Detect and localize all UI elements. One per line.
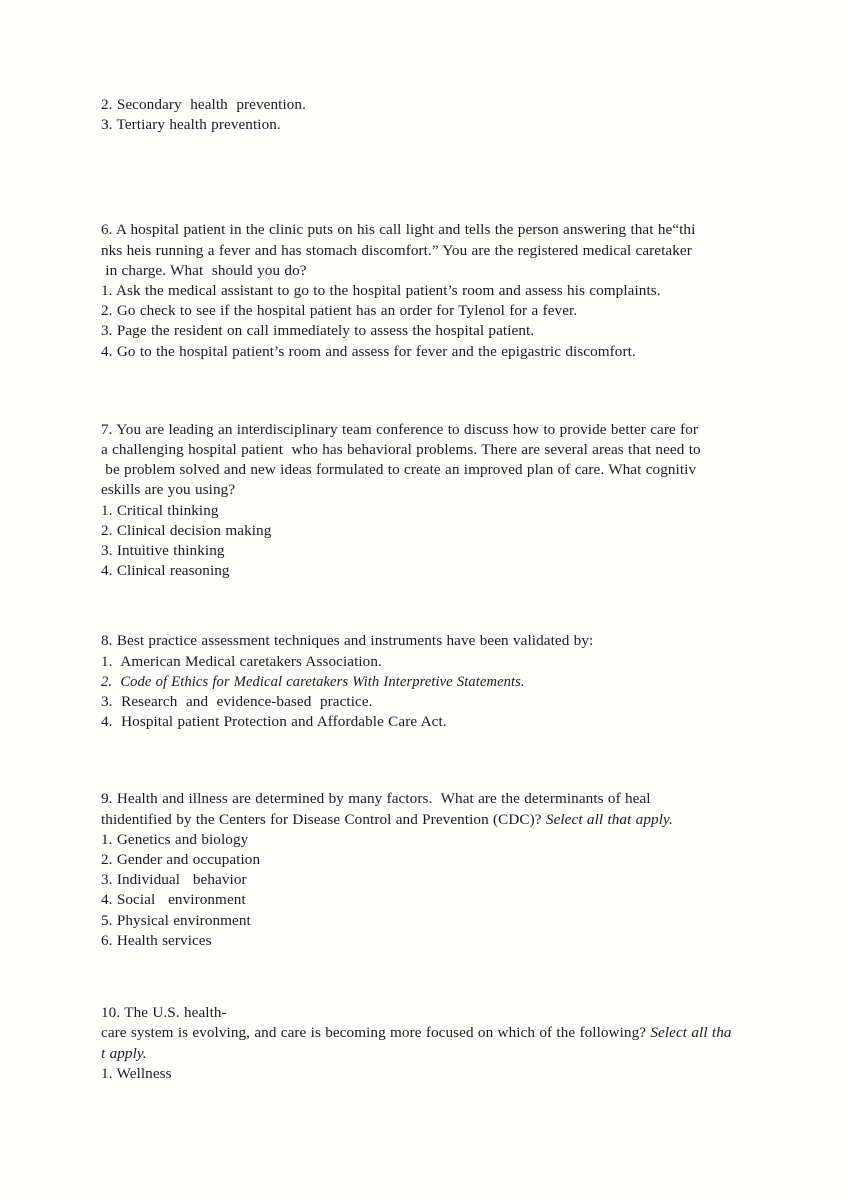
block-spacer [101, 951, 769, 1003]
question-block-partial-5 [101, 95, 769, 135]
question-stem-line: 6. A hospital patient in the clinic puts on his call light and tells the person answering that he“thi [101, 221, 696, 239]
block-spacer [101, 135, 769, 220]
option-line: 2. Go check to see if the hospital patient has an order for Tylenol for a fever. [101, 302, 578, 320]
question-stem-line [101, 1023, 769, 1043]
option-line: 6. Health services [101, 931, 212, 949]
question-stem-line: 9. Health and illness are determined by many factors. What are the determinants of heal [101, 790, 651, 808]
option-line: 1. Critical thinking [101, 501, 219, 519]
question-stem-line: eskills are you using? [101, 481, 236, 499]
block-spacer [101, 362, 769, 420]
question-stem-line: 8. Best practice assessment techniques and instruments have been validated by: [101, 632, 594, 650]
question-stem-line: 10. The U.S. health- [101, 1004, 227, 1022]
option-line: 4. Go to the hospital patient’s room and assess for fever and the epigastric discomfort. [101, 342, 636, 360]
select-all-instruction-cont: t apply. [101, 1044, 147, 1062]
question-stem-line [101, 810, 769, 830]
option-line: 2. Gender and occupation [101, 851, 261, 869]
stem-text: thidentified by the Centers for Disease Control and Prevention (CDC)? [101, 810, 546, 828]
option-line-italic: 2. Code of Ethics for Medical caretakers With Interpretive Statements. [101, 673, 525, 690]
option-line: 1. Wellness [101, 1064, 172, 1082]
option-line: 5. Physical environment [101, 911, 251, 929]
question-block-8 [101, 631, 769, 732]
question-stem-line: in charge. What should you do? [101, 261, 307, 279]
option-line: 1. Ask the medical assistant to go to the hospital patient’s room and assess his complaints. [101, 282, 661, 300]
option-line: 3. Tertiary health prevention. [101, 116, 281, 134]
option-line: 2. Secondary health prevention. [101, 96, 306, 113]
stem-text: care system is evolving, and care is becoming more focused on which of the following? [101, 1024, 651, 1042]
question-block-7 [101, 420, 769, 582]
option-line: 1. American Medical caretakers Association. [101, 652, 382, 670]
option-line: 3. Intuitive thinking [101, 542, 225, 560]
option-line: 1. Genetics and biology [101, 830, 249, 848]
option-line: 3. Individual behavior [101, 871, 247, 889]
option-line: 4. Social environment [101, 891, 246, 909]
question-stem-line: be problem solved and new ideas formulated to create an improved plan of care. What cognitiv [101, 461, 697, 479]
text-column [101, 95, 769, 1084]
select-all-instruction: Select all tha [650, 1024, 732, 1042]
question-block-6 [101, 220, 769, 361]
option-line: 4. Clinical reasoning [101, 562, 230, 580]
question-block-10 [101, 1003, 769, 1084]
block-spacer [101, 581, 769, 631]
option-line: 2. Clinical decision making [101, 521, 272, 539]
option-line: 3. Research and evidence-based practice. [101, 693, 373, 711]
question-stem-line: 7. You are leading an interdisciplinary team conference to discuss how to provide better care for [101, 420, 699, 438]
question-stem-line: nks heis running a fever and has stomach discomfort.” You are the registered medical caretaker [101, 241, 692, 259]
question-stem-line [101, 1044, 769, 1064]
block-spacer [101, 732, 769, 789]
option-line: 3. Page the resident on call immediately to assess the hospital patient. [101, 322, 535, 340]
question-block-9 [101, 789, 769, 951]
select-all-instruction: Select all that apply. [545, 810, 673, 828]
option-line: 4. Hospital patient Protection and Affordable Care Act. [101, 713, 447, 731]
question-stem-line: a challenging hospital patient who has behavioral problems. There are several areas that need to [101, 441, 701, 459]
